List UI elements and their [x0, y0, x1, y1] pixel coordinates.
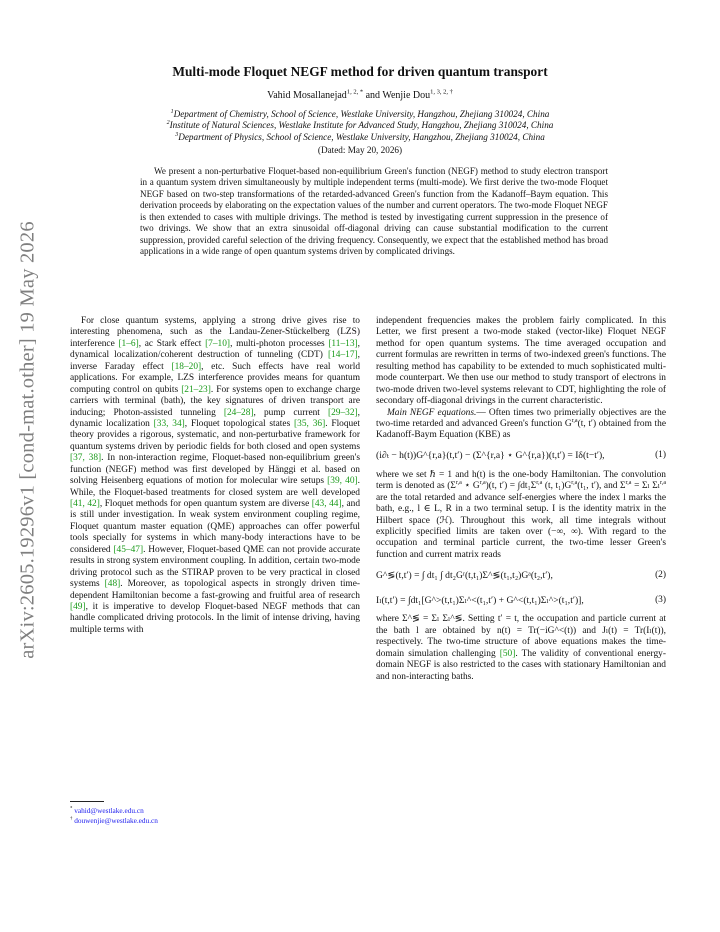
arxiv-id-text: arXiv:2605.19296v1 [cond-mat.other] 19 May 2026 [16, 221, 39, 659]
citation-link[interactable]: [41, 42] [70, 499, 100, 509]
email-link-dou[interactable]: douwenjie@westlake.edu.cn [74, 816, 158, 825]
citation-link[interactable]: [1–6] [118, 338, 139, 349]
affiliation-3: $^3$Department of Physics, School of Science, Westlake University, Hangzhou, Zhejiang 310024, China [175, 131, 545, 142]
affiliations [0, 109, 720, 143]
footnote-2: † douwenjie@westlake.edu.cn [70, 816, 158, 825]
citation-link[interactable]: [39, 40] [327, 476, 358, 487]
footnote-rule [70, 801, 104, 802]
citation-link[interactable]: [33, 34] [153, 418, 185, 429]
citation-link[interactable]: [7–10] [205, 338, 231, 349]
equation-2 [376, 564, 666, 586]
email-link-vahid[interactable]: vahid@westlake.edu.cn [74, 806, 144, 815]
citation-link[interactable]: [29–32] [327, 407, 358, 418]
footnote-1: * vahid@westlake.edu.cn [70, 806, 144, 815]
right-column [376, 316, 666, 683]
citation-link[interactable]: [37, 38] [70, 453, 102, 464]
equation-3-number: (3) [655, 594, 666, 605]
author-line [0, 90, 720, 101]
equation-2-number: (2) [655, 569, 666, 580]
citation-link[interactable]: [43, 44] [311, 499, 342, 509]
author-mosallanejad: Vahid Mosallanejad [267, 90, 347, 101]
footnotes [70, 806, 360, 826]
equation-2-body: G^≶(t,t′) = ∫ dt₁ ∫ dt₂Gʳ(t,t₁)Σ^≶(t₁,t₂)Gᵃ(t₂,t′), [376, 569, 553, 581]
citation-link[interactable]: [24–28] [223, 407, 254, 418]
citation-link[interactable]: [49] [70, 601, 86, 612]
citation-link[interactable]: [35, 36] [294, 418, 326, 429]
equation-1-number: (1) [655, 450, 666, 461]
citation-link[interactable]: [21–23] [181, 384, 211, 395]
citation-link[interactable]: [48] [104, 579, 121, 590]
section-heading-main-negf: Main NEGF equations. [387, 407, 477, 418]
citation-link[interactable]: [50] [499, 648, 516, 659]
equation-1-body: (i∂ₜ − h(t))G^{r,a}(t,t′) − (Σ^{r,a} ⋆ G^{r,a})(t,t′) = Iδ(t−t′), [376, 450, 605, 462]
arxiv-identifier-sidebar [10, 195, 46, 685]
affiliation-1: $^1$Department of Chemistry, School of Science, Westlake University, Hangzhou, Zhejiang 310024, China [170, 108, 550, 119]
left-column [70, 316, 360, 636]
equation-3-body: Iₗ(t,t′) = ∫dt₁[G^>(t,t₁)Σₗ^<(t₁,t′) + G^<(t,t₁)Σₗ^>(t₁,t′)], [376, 594, 584, 606]
right-paragraph-4: where Σ^≶ = Σₗ Σₗ^≶. Setting t′ = t, the occupation and particle current at the bath l are obtained by n(t) = Tr(−iG^<(t)) and Jₗ(t) = Tr(Iₗ(t)), respectively. The two-time structure of above equations makes the time-domain simulation challenging [50]. The validity of conventional energy-domain NEGF is also restricted to the cases with stationary Hamiltonian and and non-interacting baths. [376, 614, 666, 682]
abstract: We present a non-perturbative Floquet-based non-equilibrium Green's function (NEGF) method to study electron transport in a quantum system driven simultaneously by multiple independent terms (multi-mode). We first derive the two-mode Floquet NEGF based on two-step transformations of the retarded-advanced Green's function from the Kadanoff–Baym equation. This derivation proceeds by elaborating on the expectation values of the number and current operators. The two-mode Floquet NEGF is then extended to cases with multiple drivings. The method is tested by investigating current suppression in the presence of two drivings. We show that an extra sinusoidal off-diagonal driving can cause substantial modification to the current suppression, provided careful selection of the driving frequency. Consequently, we expect that the established method has broad applications in a wide range of open quantum systems driven by complicated drivings. [140, 166, 608, 257]
author-and: and [363, 90, 383, 101]
citation-link[interactable]: [11–13] [328, 338, 358, 349]
citation-link[interactable]: [45–47] [113, 544, 144, 555]
citation-link[interactable]: [18–20] [171, 361, 202, 372]
right-paragraph-2: Main NEGF equations.— Often times two primerially objectives are the two-time retarded and advanced Green's function G$^{r,a}$(t, t′) obtained from the Kadanoff-Baym Equation (KBE) as [376, 407, 666, 441]
affiliation-2: $^2$Institute of Natural Sciences, Westlake Institute for Advanced Study, Hangzhou, Zhejiang 310024, China [166, 120, 554, 131]
author-dou: Wenjie Dou [382, 90, 431, 101]
citation-link[interactable]: [14–17] [327, 350, 358, 361]
equation-3 [376, 589, 666, 611]
dated-line: (Dated: May 20, 2026) [317, 145, 403, 155]
right-paragraph-1: independent frequencies makes the problem fairly complicated. In this Letter, we first present a two-mode staked (vector-like) Floquet NEGF method for open quantum systems. The time averaged occupation and current formulas are rewritten in terms of two-indexed green's functions. The resulting method has capability to be extended to much sophisticated multi-mode counterpart. We then use our method to study transport of electrons in two-mode driven two-level systems relevant to CDT, highlighting the role of secondary off-diagonal drivings in the current characteristic. [376, 316, 666, 407]
right-paragraph-3: where we set ℏ = 1 and h(t) is the one-body Hamiltonian. The convolution term is denoted as ($\Sigma^{r,a}$ ⋆ G$^{r,a}$)(t, $t') = \int dt_1\Sigma^{r,a}$ (t, $t_1)G^{r,a}(t_1$, t′), and Σ$^{r,a}$ = Σₗ Σₗ$^{r,a}$ are the total retarded and advance self-energies where the index l marks the bath, e.g., l ∈ L, R in a two terminal setup. I is the identity matrix in the Hilbert space (ℋ). Throughout this work, all time integrals without explicitly specified limits are taken over (−∞, ∞). With regard to the occupation and terminal particle current, the two-time lesser Green's function and current matrix reads [376, 469, 667, 560]
paper-title: Multi-mode Floquet NEGF method for driven quantum transport [172, 64, 548, 79]
intro-paragraph: For close quantum systems, applying a strong drive gives rise to interesting phenomena, such as the Landau-Zener-Stückelberg (LZS) interference [1–6], ac Stark effect [7–10], multi-photon processes [11–13], dynamical localization/coherent destruction of tunneling (CDT) [14–17], inverse Faraday effect [18–20], etc. Such effects have real world applications. For example, LZS interference provides means for quantum computing control on qubits [21–23]. For systems open to exchange charge carriers with terminal (bath), the key signatures of driven transport are inducing; Photon-assisted tunneling [24–28], pump current [29–32], dynamic localization [33, 34], Floquet topological states [35, 36]. Floquet theory provides a rigorous, systematic, and non-perturbative framework for quantum systems driven by periodic fields for both closed and open systems [37, 38]. In non-interaction regime, Floquet-based non-equilibrium green's function (NEGF) method was first developed by Hänggi et al. based on solving Heisenberg equations of motion for molecular wire setups [39, 40]. While, the Floquet-based treatments for closed system are well developed [41, 42], Floquet methods for open quantum system are diverse [43, 44], and is still under investigation. In weak system environment coupling regime, Floquet quantum master equation (QME) approaches can offer powerful tools specially for systems in which many-body interactions have to be considered [45–47]. However, Floquet-based QME can not provide accurate results in strong system environment coupling. In addition, certain two-mode driving protocol such as the STIRAP proven to be very practical in closed systems [48]. Moreover, as topological aspects in strongly driven time-dependent Hamiltonian become a fast-growing and fruitful area of research [49], it is imperative to develop Floquet-based NEGF methods that can handle complicated driving protocols. In the limit of intense driving, having multiple terms with [70, 316, 361, 635]
author2-affil-marks[interactable]: 1, 3, 2, † [430, 88, 453, 96]
equation-1 [376, 445, 666, 467]
author1-affil-marks[interactable]: 1, 2, * [346, 88, 364, 96]
